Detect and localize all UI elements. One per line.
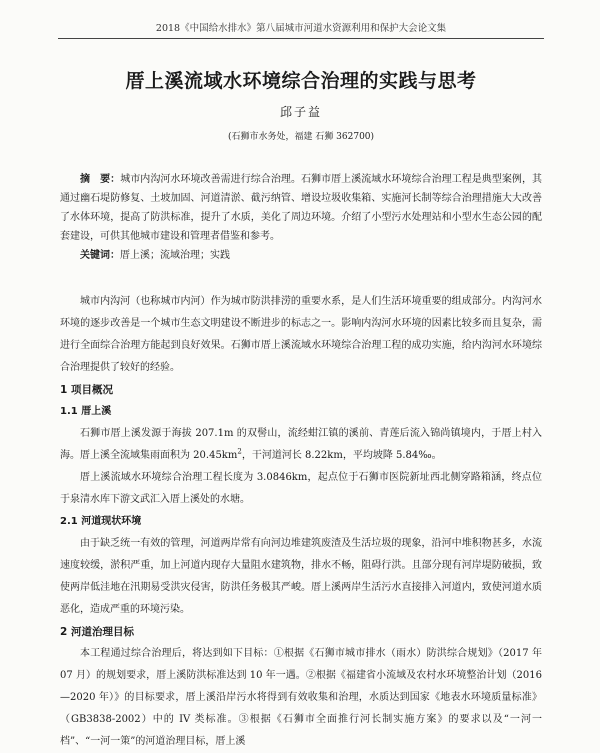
paragraph: 由于缺乏统一有效的管理，河道两岸常有向河边堆建筑废渣及生活垃圾的现象，沿河中堆积物甚多，水流速度较缓，淤积严重，加上河道内现存大量阻水建筑物，排水不畅，阻碍行洪。且部分现有河岸堤防破损，致使两岸低洼地在汛期易受洪灾侵害，防洪任务极其严峻。厝上溪两岸生活污水直接排入河道内，致使河道水质恶化，造成严重的环境污染。 [60, 538, 542, 615]
keywords-label: 关键词： [80, 250, 120, 261]
section-heading: 1 项目概况 [60, 384, 113, 396]
paragraph-text: ，干河道河长 8.22km，平均坡降 5.84‰。 [241, 450, 442, 461]
superscript: 2 [237, 447, 242, 456]
keywords [60, 246, 542, 265]
keywords-text: 厝上溪；流域治理；实践 [120, 250, 230, 261]
paragraph-text: 石狮市厝上溪发源于海拔 207.1m 的双髻山，流经蚶江镇的溪前、青莲后流入锦尚镇境内，于厝上村入海。厝上溪全流域集雨面积为 20.45km [60, 428, 542, 461]
author-name: 邱子益 [279, 105, 322, 119]
section-heading: 2 河道治理目标 [60, 626, 134, 638]
abstract-text: 城市内沟河水环境改善需进行综合治理。石狮市厝上溪流域水环境综合治理工程是典型案例，其通过幽石堤防修复、土坡加固、河道清淤、截污纳管、增设垃圾收集箱、实施河长制等综合治理措施大大改善了水体环境，提高了防洪标准，提升了水质，美化了周边环境。介绍了小型污水处理站和小型水生态公园的配套建设，可供其他城市建设和管理者借鉴和参考。 [60, 174, 543, 242]
abstract [60, 170, 542, 246]
subsection-heading: 1.1 厝上溪 [60, 406, 112, 417]
intro-paragraph: 城市内沟河（也称城市内河）作为城市防洪排涝的重要水系，是人们生活环境重要的组成部分。内沟河水环境的逐步改善是一个城市生态文明建设不断进步的标志之一。影响内沟河水环境的因素比较多而且复杂，需进行全面综合治理方能起到良好效果。石狮市厝上溪流域水环境综合治理工程的成功实施，给内沟河水环境综合治理提供了较好的经验。 [60, 296, 542, 373]
paragraph: 本工程通过综合治理后，将达到如下目标：①根据《石狮市城市排水（雨水）防洪综合规划》（2017 年 07 月）的规划要求，厝上溪防洪标准达到 10 年一遇。②根据《福建省小流域及农村水环境整治计划（2016—2020 年）》的目标要求，厝上溪沿岸污水将得到有效收集和治理，水质达到国家《地表水环境质量标准》（GB3838-2002）中的 IV 类标准。③根据《石狮市全面推行河长制实施方案》的要求以及“一河一档”、“一河一策”的河道治理目标，厝上溪 [60, 648, 542, 747]
subsection-heading: 2.1 河道现状环境 [60, 516, 142, 527]
body-text [60, 291, 542, 753]
abstract-label: 摘 要： [80, 174, 121, 185]
paper-title: 厝上溪流域水环境综合治理的实践与思考 [125, 70, 477, 92]
paragraph: 厝上溪流域水环境综合治理工程长度为 3.0846km，起点位于石狮市医院新址西北侧穿路箱涵，终点位于泉清水库下游文武汇入厝上溪处的水塘。 [60, 472, 542, 505]
running-header: 2018《中国给水排水》第八届城市河道水资源利用和保护大会论文集 [58, 0, 544, 39]
paragraph [60, 423, 542, 467]
author-affiliation: (石狮市水务处，福建 石狮 362700) [227, 132, 375, 142]
